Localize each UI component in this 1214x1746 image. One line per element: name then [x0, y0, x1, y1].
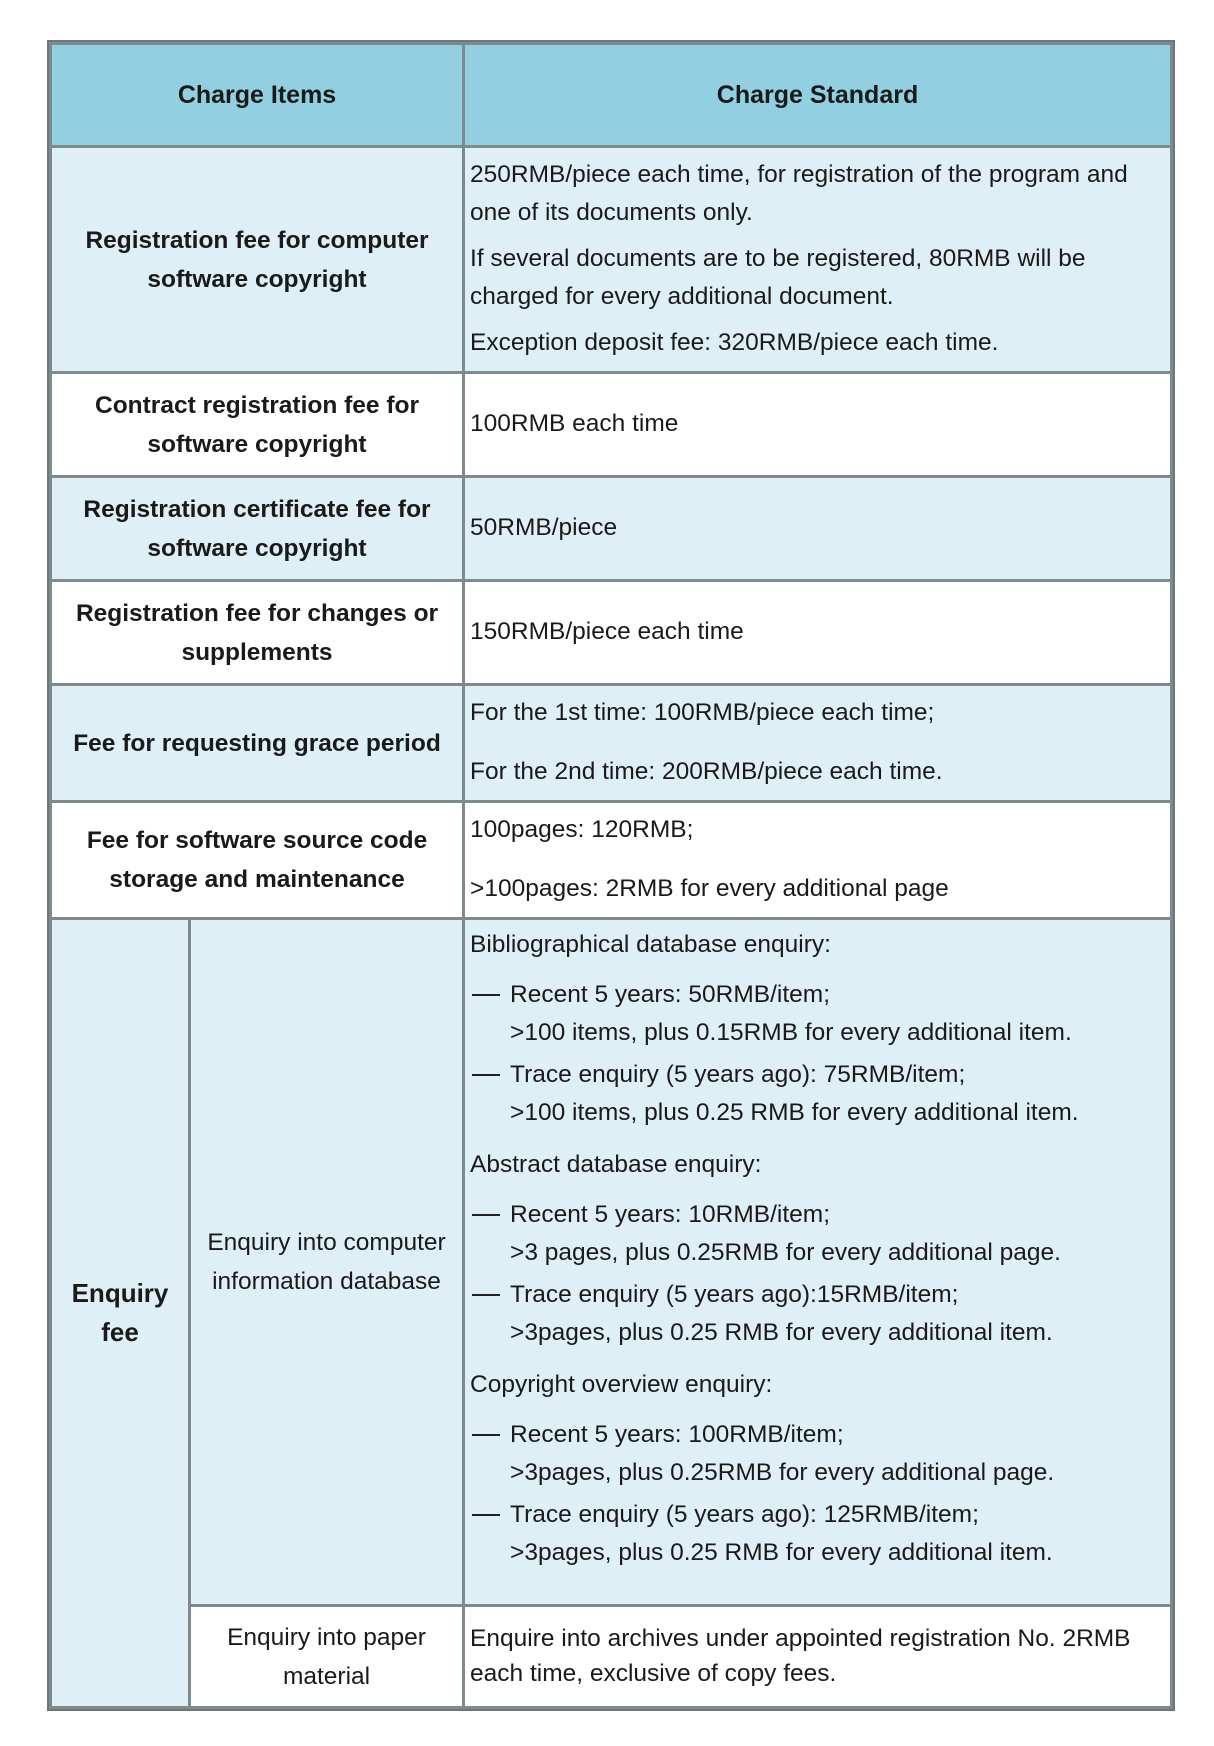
standard-text: Exception deposit fee: 320RMB/piece each time.: [470, 328, 999, 356]
table-row-paper: [51, 1606, 1172, 1708]
list-item: [470, 1416, 1162, 1492]
paper-enquiry-standard: Enquire into archives under appointed registration No. 2RMB each time, exclusive of copy fees.: [464, 1606, 1172, 1708]
enquiry-group: [470, 926, 1162, 1132]
header-row: [51, 44, 1172, 147]
charge-item: Fee for requesting grace period: [51, 685, 464, 802]
list-item: [470, 1276, 1162, 1352]
standard-text: 150RMB/piece each time: [470, 617, 744, 645]
dash-bullet-icon: [470, 1276, 510, 1352]
charge-item: Fee for software source code storage and maintenance: [51, 802, 464, 919]
charge-item: Contract registration fee for software copyright: [51, 373, 464, 477]
standard-text: If several documents are to be registered, 80RMB will be charged for every additional document.: [470, 244, 1086, 310]
table-row: [51, 581, 1172, 685]
entry-line: Recent 5 years: 100RMB/item;: [510, 1421, 844, 1448]
entry-line: >100 items, plus 0.15RMB for every additional item.: [510, 1019, 1072, 1046]
charge-standard: [464, 477, 1172, 581]
group-heading: Abstract database enquiry:: [470, 1151, 762, 1178]
enquiry-fee-label: Enquiry fee: [51, 919, 190, 1708]
charge-item: Registration fee for changes or supplements: [51, 581, 464, 685]
entry-line: >3pages, plus 0.25RMB for every additional page.: [510, 1459, 1055, 1486]
paper-enquiry-label: Enquiry into paper material: [190, 1606, 464, 1708]
entry-line: Trace enquiry (5 years ago): 125RMB/item;: [510, 1501, 979, 1528]
computer-enquiry-label: Enquiry into computer information database: [190, 919, 464, 1606]
standard-text: For the 1st time: 100RMB/piece each time;: [470, 698, 935, 726]
standard-text: 100RMB each time: [470, 409, 679, 437]
charge-standard: [464, 802, 1172, 919]
standard-text: >100pages: 2RMB for every additional page: [470, 874, 949, 902]
charge-standard: [464, 581, 1172, 685]
entry-line: >3pages, plus 0.25 RMB for every additional item.: [510, 1319, 1053, 1346]
entry-line: Trace enquiry (5 years ago):15RMB/item;: [510, 1281, 959, 1308]
dash-bullet-icon: [470, 1196, 510, 1272]
dash-bullet-icon: [470, 1416, 510, 1492]
entry-line: >3pages, plus 0.25 RMB for every additional item.: [510, 1539, 1053, 1566]
table-row: [51, 477, 1172, 581]
standard-text: For the 2nd time: 200RMB/piece each time.: [470, 757, 943, 785]
group-heading: Copyright overview enquiry:: [470, 1371, 773, 1398]
standard-text: 50RMB/piece: [470, 513, 618, 541]
fee-table: [49, 42, 1173, 1709]
header-charge-standard: Charge Standard: [464, 44, 1172, 147]
charge-standard: [464, 373, 1172, 477]
dash-bullet-icon: [470, 976, 510, 1052]
table-row: [51, 373, 1172, 477]
enquiry-group: [470, 1366, 1162, 1572]
list-item: [470, 976, 1162, 1052]
dash-bullet-icon: [470, 1496, 510, 1572]
table-row: [51, 685, 1172, 802]
table-row: [51, 147, 1172, 373]
standard-text: 250RMB/piece each time, for registration of the program and one of its documents only.: [470, 160, 1128, 226]
header-charge-items: Charge Items: [51, 44, 464, 147]
table-row-enquiry: [51, 919, 1172, 1606]
enquiry-group: [470, 1146, 1162, 1352]
list-item: [470, 1196, 1162, 1272]
group-heading: Bibliographical database enquiry:: [470, 931, 831, 958]
computer-enquiry-standard: [464, 919, 1172, 1606]
dash-bullet-icon: [470, 1056, 510, 1132]
charge-standard: [464, 685, 1172, 802]
list-item: [470, 1056, 1162, 1132]
charge-item: Registration fee for computer software copyright: [51, 147, 464, 373]
entry-line: Recent 5 years: 10RMB/item;: [510, 1201, 830, 1228]
entry-line: >3 pages, plus 0.25RMB for every additional page.: [510, 1239, 1061, 1266]
charge-item: Registration certificate fee for software copyright: [51, 477, 464, 581]
list-item: [470, 1496, 1162, 1572]
entry-line: >100 items, plus 0.25 RMB for every additional item.: [510, 1099, 1079, 1126]
standard-text: 100pages: 120RMB;: [470, 815, 694, 843]
entry-line: Trace enquiry (5 years ago): 75RMB/item;: [510, 1061, 966, 1088]
table-row: [51, 802, 1172, 919]
entry-line: Recent 5 years: 50RMB/item;: [510, 981, 830, 1008]
charge-standard: [464, 147, 1172, 373]
